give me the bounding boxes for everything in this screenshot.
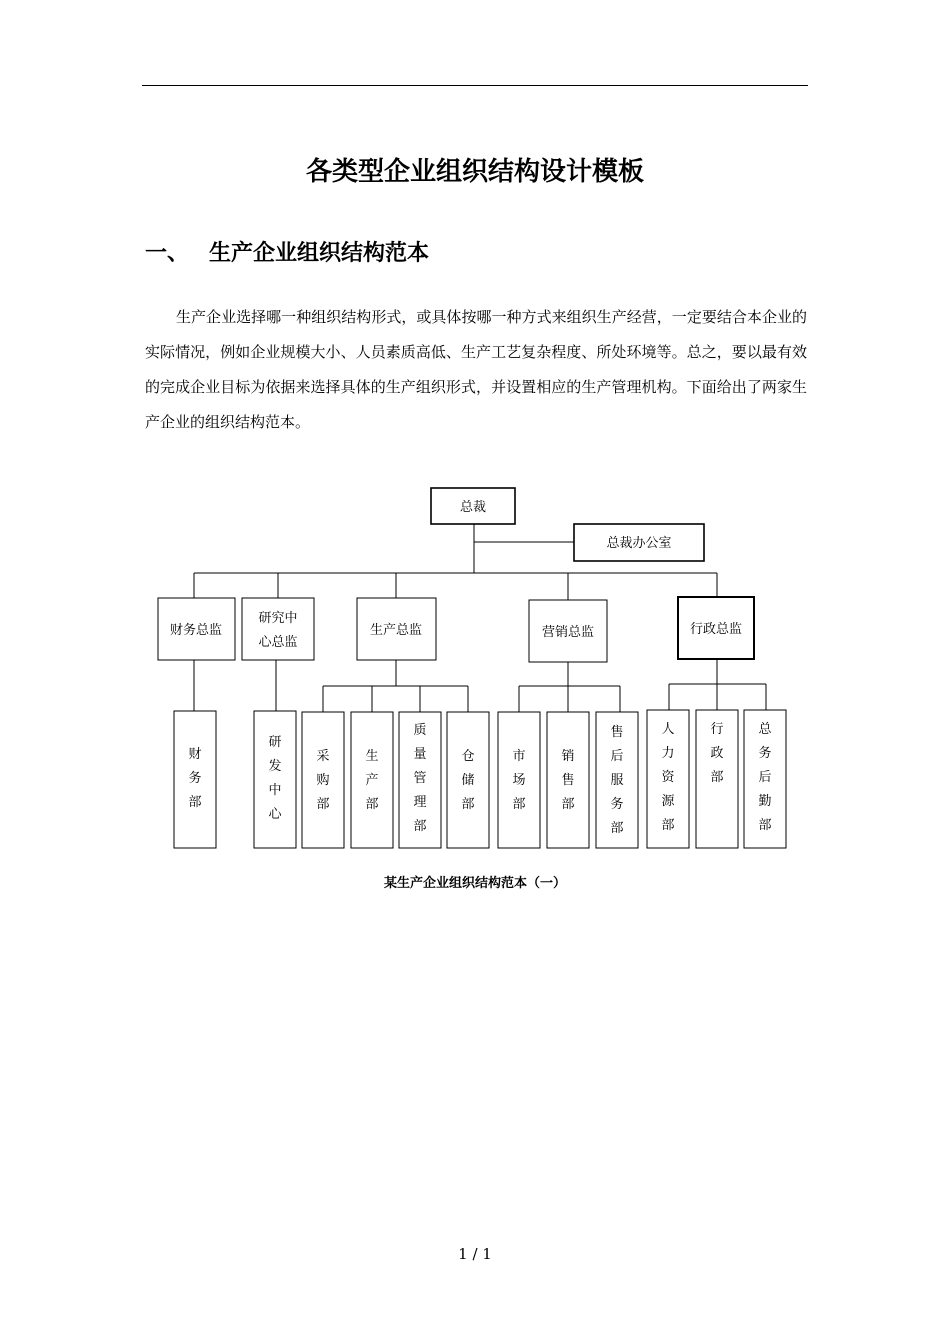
department-char: 场 <box>512 773 526 788</box>
department-char: 部 <box>561 797 575 812</box>
department-char: 后 <box>758 770 772 785</box>
department-char: 部 <box>316 797 330 812</box>
org-node-president-label: 总裁 <box>459 500 487 515</box>
department-char: 部 <box>413 819 427 834</box>
director-label-line2: 心总监 <box>258 635 298 650</box>
department-char: 生 <box>365 749 379 764</box>
department-char: 心 <box>268 807 282 822</box>
director-label: 财务总监 <box>169 623 223 638</box>
department-char: 后 <box>610 749 624 764</box>
org-department-boxes <box>174 710 786 848</box>
department-char: 管 <box>413 771 427 786</box>
department-char: 理 <box>413 795 427 810</box>
department-char: 服 <box>610 773 624 788</box>
department-char: 储 <box>461 773 475 788</box>
department-char: 源 <box>661 794 675 809</box>
department-char: 发 <box>268 759 282 774</box>
department-char: 部 <box>610 821 624 836</box>
director-label: 行政总监 <box>689 622 743 637</box>
org-node-director-production <box>357 598 436 660</box>
department-char: 购 <box>316 773 330 788</box>
department-char: 仓 <box>461 749 475 764</box>
document-title: 各类型企业组织结构设计模板 <box>305 157 644 187</box>
department-char: 资 <box>661 770 675 785</box>
director-label: 营销总监 <box>541 625 595 640</box>
department-char: 务 <box>188 771 202 786</box>
department-char: 人 <box>661 722 675 737</box>
department-char: 部 <box>365 797 379 812</box>
org-node-director-admin <box>678 597 754 659</box>
department-char: 部 <box>710 770 724 785</box>
department-char: 中 <box>268 783 282 798</box>
department-char: 部 <box>188 795 202 810</box>
department-char: 行 <box>710 722 724 737</box>
org-node-presidents-office-label: 总裁办公室 <box>606 536 672 551</box>
org-node-director-finance <box>158 598 235 660</box>
department-char: 售 <box>561 773 575 788</box>
department-char: 销 <box>561 749 575 764</box>
director-label: 生产总监 <box>369 623 423 638</box>
department-char: 部 <box>512 797 526 812</box>
department-char: 务 <box>610 797 624 812</box>
department-char: 力 <box>661 746 675 761</box>
org-node-director-research <box>242 598 314 660</box>
department-char: 政 <box>710 746 724 761</box>
figure-caption: 某生产企业组织结构范本（一） <box>383 876 566 891</box>
department-char: 质 <box>413 723 427 738</box>
body-paragraph: 生产企业选择哪一种组织结构形式，或具体按哪一种方式来组织生产经营，一定要结合本企业的实际情况，例如企业规模大小、人员素质高低、生产工艺复杂程度、所处环境等。总之，要以最有效的完成企业目标为依据来选择具体的生产组织形式，并设置相应的生产管理机构。下面给出了两家生产企业的组织结构范本。 <box>145 308 807 431</box>
department-char: 研 <box>268 735 282 750</box>
department-char: 勤 <box>758 794 772 809</box>
department-char: 采 <box>316 749 330 764</box>
department-char: 务 <box>758 746 772 761</box>
department-char: 市 <box>512 749 526 764</box>
department-char: 售 <box>610 725 624 740</box>
section-title: 生产企业组织结构范本 <box>209 241 430 266</box>
org-node-president <box>431 488 515 524</box>
department-char: 部 <box>461 797 475 812</box>
department-char: 总 <box>758 722 772 737</box>
section-number: 一、 <box>145 241 190 266</box>
department-char: 财 <box>188 747 202 762</box>
director-label-line1: 研究中 <box>258 611 298 626</box>
department-char: 产 <box>365 773 379 788</box>
org-node-director-marketing <box>529 600 607 662</box>
department-char: 量 <box>413 747 427 762</box>
org-node-presidents-office <box>574 524 704 561</box>
department-char: 部 <box>758 818 772 833</box>
page-number: 1 / 1 <box>458 1245 492 1263</box>
department-char: 部 <box>661 818 675 833</box>
